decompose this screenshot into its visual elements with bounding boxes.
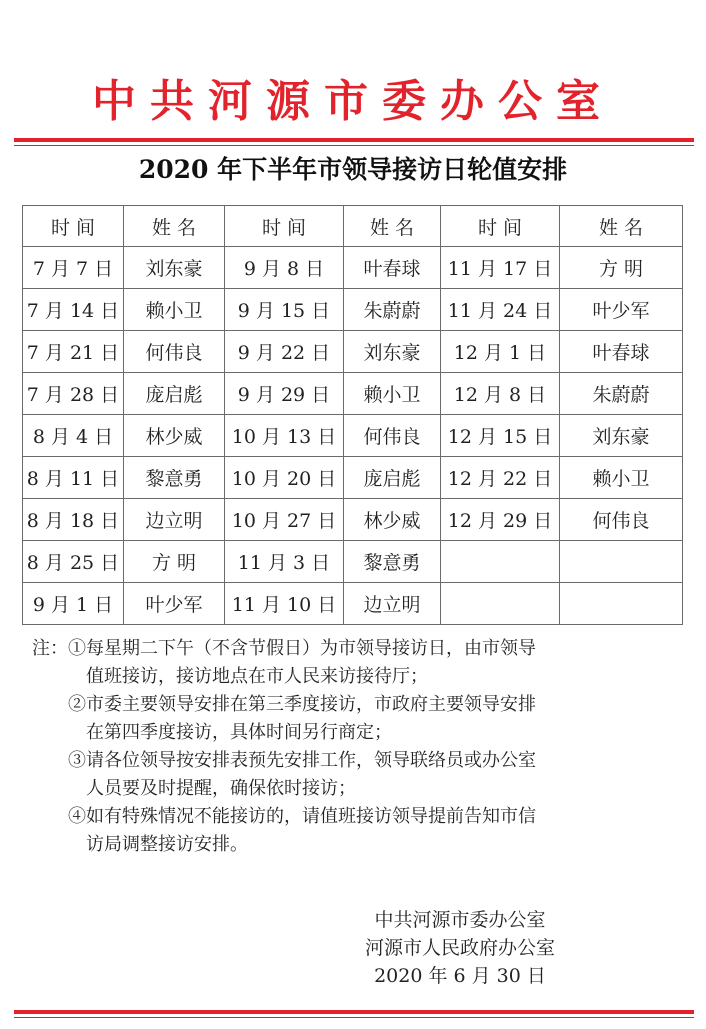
table-cell-name: 庞启彪 [344, 457, 441, 499]
table-cell-name: 黎意勇 [124, 457, 225, 499]
column-header-name: 姓 名 [344, 206, 441, 247]
table-cell-name [560, 583, 683, 625]
table-cell-name: 何伟良 [344, 415, 441, 457]
table-row [23, 373, 683, 415]
table-cell-name: 刘东豪 [344, 331, 441, 373]
column-header-date: 时 间 [23, 206, 124, 247]
signature-org-party-office: 中共河源市委办公室 [374, 909, 546, 931]
table-cell-name: 赖小卫 [124, 289, 225, 331]
note-line [32, 663, 682, 691]
letterhead-rule-thin [14, 145, 694, 146]
table-cell-date: 8 月 18 日 [23, 499, 124, 541]
table-cell-date: 8 月 4 日 [23, 415, 124, 457]
table-row [23, 499, 683, 541]
note-text: 值班接访，接访地点在市人民来访接待厅； [86, 666, 428, 687]
column-header-date: 时 间 [225, 206, 344, 247]
document-title: 2020 年下半年市领导接访日轮值安排 [138, 155, 568, 184]
table-cell-date: 12 月 29 日 [441, 499, 560, 541]
signature-date: 2020 年 6 月 30 日 [374, 965, 546, 987]
note-text: ④如有特殊情况不能接访的，请值班接访领导提前告知市信 [68, 806, 536, 827]
table-cell-date: 7 月 7 日 [23, 247, 124, 289]
table-row [23, 415, 683, 457]
note-line [32, 635, 682, 663]
note-text: ①每星期二下午（不含节假日）为市领导接访日，由市领导 [68, 638, 536, 659]
table-cell-date [441, 583, 560, 625]
footer-rule-thick [14, 1010, 694, 1014]
table-cell-date: 12 月 22 日 [441, 457, 560, 499]
column-header-name: 姓 名 [560, 206, 683, 247]
letterhead-rule-thick [14, 138, 694, 142]
note-line [32, 747, 682, 775]
table-cell-name: 方 明 [124, 541, 225, 583]
note-text: 访局调整接访安排。 [86, 834, 248, 855]
schedule-table [22, 205, 683, 625]
note-text: ②市委主要领导安排在第三季度接访，市政府主要领导安排 [68, 694, 536, 715]
table-cell-name: 赖小卫 [560, 457, 683, 499]
table-cell-date: 8 月 25 日 [23, 541, 124, 583]
table-cell-date: 11 月 17 日 [441, 247, 560, 289]
table-cell-name: 庞启彪 [124, 373, 225, 415]
table-cell-date: 9 月 29 日 [225, 373, 344, 415]
table-cell-date: 12 月 8 日 [441, 373, 560, 415]
table-cell-date: 11 月 3 日 [225, 541, 344, 583]
table-row [23, 331, 683, 373]
note-line [32, 691, 682, 719]
table-row [23, 247, 683, 289]
table-cell-date: 9 月 15 日 [225, 289, 344, 331]
table-cell-name: 赖小卫 [344, 373, 441, 415]
table-cell-name: 刘东豪 [560, 415, 683, 457]
table-cell-name: 刘东豪 [124, 247, 225, 289]
table-cell-name: 方 明 [560, 247, 683, 289]
note-text: 在第四季度接访，具体时间另行商定； [86, 722, 392, 743]
table-row [23, 541, 683, 583]
table-cell-date: 9 月 1 日 [23, 583, 124, 625]
signature-block [330, 906, 590, 990]
table-cell-name: 叶春球 [344, 247, 441, 289]
table-cell-name: 叶少军 [124, 583, 225, 625]
note-line [32, 719, 682, 747]
signature-org-government-office: 河源市人民政府办公室 [364, 937, 555, 959]
table-cell-date: 10 月 13 日 [225, 415, 344, 457]
table-cell-date: 7 月 28 日 [23, 373, 124, 415]
table-cell-name: 边立明 [344, 583, 441, 625]
table-cell-date: 10 月 20 日 [225, 457, 344, 499]
table-row [23, 583, 683, 625]
table-cell-date: 11 月 10 日 [225, 583, 344, 625]
table-cell-name: 林少威 [124, 415, 225, 457]
table-cell-date [441, 541, 560, 583]
table-cell-date: 12 月 1 日 [441, 331, 560, 373]
note-line [32, 775, 682, 803]
note-text: 人员要及时提醒，确保依时接访； [86, 778, 356, 799]
table-row [23, 289, 683, 331]
table-cell-name [560, 541, 683, 583]
table-cell-name: 朱蔚蔚 [560, 373, 683, 415]
table-cell-date: 7 月 14 日 [23, 289, 124, 331]
table-cell-name: 何伟良 [560, 499, 683, 541]
table-cell-name: 边立明 [124, 499, 225, 541]
table-cell-date: 9 月 22 日 [225, 331, 344, 373]
table-cell-name: 林少威 [344, 499, 441, 541]
table-cell-date: 7 月 21 日 [23, 331, 124, 373]
table-cell-date: 8 月 11 日 [23, 457, 124, 499]
table-cell-name: 叶少军 [560, 289, 683, 331]
table-row [23, 457, 683, 499]
table-cell-name: 叶春球 [560, 331, 683, 373]
note-line [32, 803, 682, 831]
table-cell-date: 10 月 27 日 [225, 499, 344, 541]
table-cell-date: 11 月 24 日 [441, 289, 560, 331]
table-cell-name: 朱蔚蔚 [344, 289, 441, 331]
footer-rule-thin [14, 1017, 694, 1018]
table-header-row [23, 206, 683, 247]
table-cell-date: 12 月 15 日 [441, 415, 560, 457]
note-line [32, 831, 682, 859]
notes-label: 注： [32, 638, 68, 659]
table-cell-name: 何伟良 [124, 331, 225, 373]
table-cell-date: 9 月 8 日 [225, 247, 344, 289]
letterhead-title: 中共河源市委办公室 [92, 76, 614, 127]
column-header-date: 时 间 [441, 206, 560, 247]
note-text: ③请各位领导按安排表预先安排工作，领导联络员或办公室 [68, 750, 536, 771]
table-cell-name: 黎意勇 [344, 541, 441, 583]
notes-section [32, 635, 682, 859]
column-header-name: 姓 名 [124, 206, 225, 247]
